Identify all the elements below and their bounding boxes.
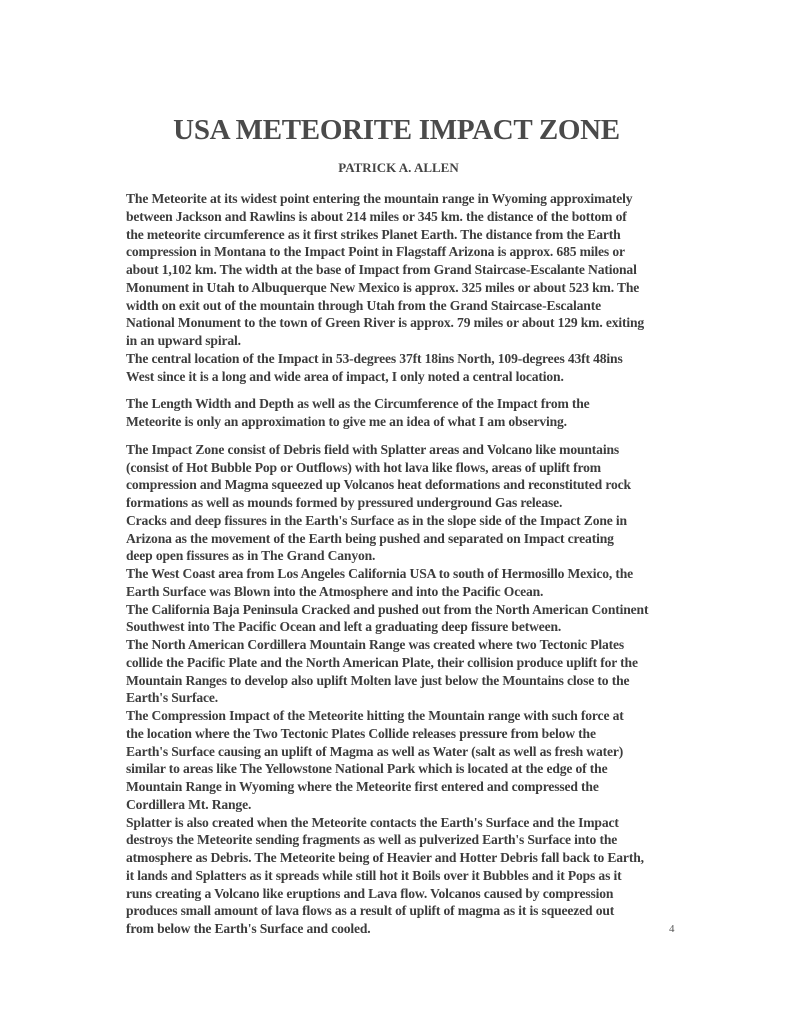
text-line: between Jackson and Rawlins is about 214 miles or 345 km. the distance of the bottom of: [126, 208, 627, 224]
document-title: USA METEORITE IMPACT ZONE: [173, 114, 620, 146]
text-line: Splatter is also created when the Meteorite contacts the Earth's Surface and the Impact: [126, 814, 619, 830]
text-line: Cracks and deep fissures in the Earth's Surface as in the slope side of the Impact Zone in: [126, 512, 627, 528]
text-line: width on exit out of the mountain through Utah from the Grand Staircase-Escalante: [126, 297, 601, 313]
paragraph-dimensions: [126, 190, 726, 385]
text-line: The West Coast area from Los Angeles California USA to south of Hermosillo Mexico, the: [126, 566, 634, 581]
text-line: (consist of Hot Bubble Pop or Outflows) with hot lava like flows, areas of uplift from: [126, 459, 601, 475]
text-line: the location where the Two Tectonic Plates Collide releases pressure from below the: [126, 725, 596, 741]
text-line: The Meteorite at its widest point entering the mountain range in Wyoming approximately: [126, 191, 633, 206]
author-name: PATRICK A. ALLEN: [338, 160, 459, 175]
paragraph-impact-zone: [126, 441, 726, 938]
text-line: runs creating a Volcano like eruptions and Lava flow. Volcanos caused by compression: [126, 885, 614, 901]
text-line: Earth's Surface causing an uplift of Magma as well as Water (salt as well as fresh water): [126, 743, 624, 759]
paragraph-approximation: [126, 395, 726, 431]
paragraph-gap: [126, 385, 726, 395]
text-line: compression and Magma squeezed up Volcanos heat deformations and reconstituted rock: [126, 477, 631, 493]
page-number: 4: [669, 923, 675, 935]
text-line: similar to areas like The Yellowstone National Park which is located at the edge of the: [126, 761, 608, 777]
text-line: it lands and Splatters as it spreads while still hot it Boils over it Bubbles and it Pops as it: [126, 867, 622, 883]
text-line: destroys the Meteorite sending fragments as well as pulverized Earth's Surface into the: [126, 832, 618, 848]
text-line: The North American Cordillera Mountain Range was created where two Tectonic Plates: [126, 637, 625, 652]
text-line: from below the Earth's Surface and cooled.: [126, 921, 371, 936]
text-line: The central location of the Impact in 53-degrees 37ft 18ins North, 109-degrees 43ft 48ins: [126, 350, 623, 366]
text-line: compression in Montana to the Impact Point in Flagstaff Arizona is approx. 685 miles or: [126, 244, 625, 260]
text-line: The Length Width and Depth as well as the Circumference of the Impact from the: [126, 396, 590, 412]
text-line: in an upward spiral.: [126, 333, 241, 348]
text-line: Southwest into The Pacific Ocean and left a graduating deep fissure between.: [126, 619, 562, 635]
text-line: the meteorite circumference as it first strikes Planet Earth. The distance from the Earth: [126, 226, 621, 242]
document-body: [126, 190, 726, 938]
text-line: formations as well as mounds formed by pressured underground Gas release.: [126, 495, 563, 510]
text-line: Meteorite is only an approximation to give me an idea of what I am observing.: [126, 414, 567, 429]
text-line: The California Baja Peninsula Cracked and pushed out from the North American Continent: [126, 601, 649, 617]
text-line: Mountain Ranges to develop also uplift Molten lave just below the Mountains close to the: [126, 672, 630, 688]
text-line: Earth Surface was Blown into the Atmosphere and into the Pacific Ocean.: [126, 583, 544, 599]
text-line: atmosphere as Debris. The Meteorite being of Heavier and Hotter Debris fall back to Earth,: [126, 850, 644, 865]
text-line: National Monument to the town of Green River is approx. 79 miles or about 129 km. exiting: [126, 315, 645, 331]
text-line: The Compression Impact of the Meteorite hitting the Mountain range with such force at: [126, 708, 624, 723]
text-line: The Impact Zone consist of Debris field with Splatter areas and Volcano like mountains: [126, 441, 620, 457]
text-line: Cordillera Mt. Range.: [126, 796, 252, 812]
text-line: produces small amount of lava flows as a result of uplift of magma as it is squeezed out: [126, 903, 615, 919]
text-line: about 1,102 km. The width at the base of Impact from Grand Staircase-Escalante National: [126, 262, 637, 277]
paragraph-gap: [126, 431, 726, 441]
text-line: Earth's Surface.: [126, 690, 218, 706]
text-line: collide the Pacific Plate and the North American Plate, their collision produce uplift for the: [126, 654, 638, 670]
text-line: West since it is a long and wide area of impact, I only noted a central location.: [126, 368, 564, 384]
text-line: Arizona as the movement of the Earth being pushed and separated on Impact creating: [126, 530, 614, 546]
text-line: deep open fissures as in The Grand Canyon.: [126, 548, 376, 564]
text-line: Mountain Range in Wyoming where the Meteorite first entered and compressed the: [126, 779, 599, 794]
text-line: Monument in Utah to Albuquerque New Mexico is approx. 325 miles or about 523 km. The: [126, 279, 640, 295]
